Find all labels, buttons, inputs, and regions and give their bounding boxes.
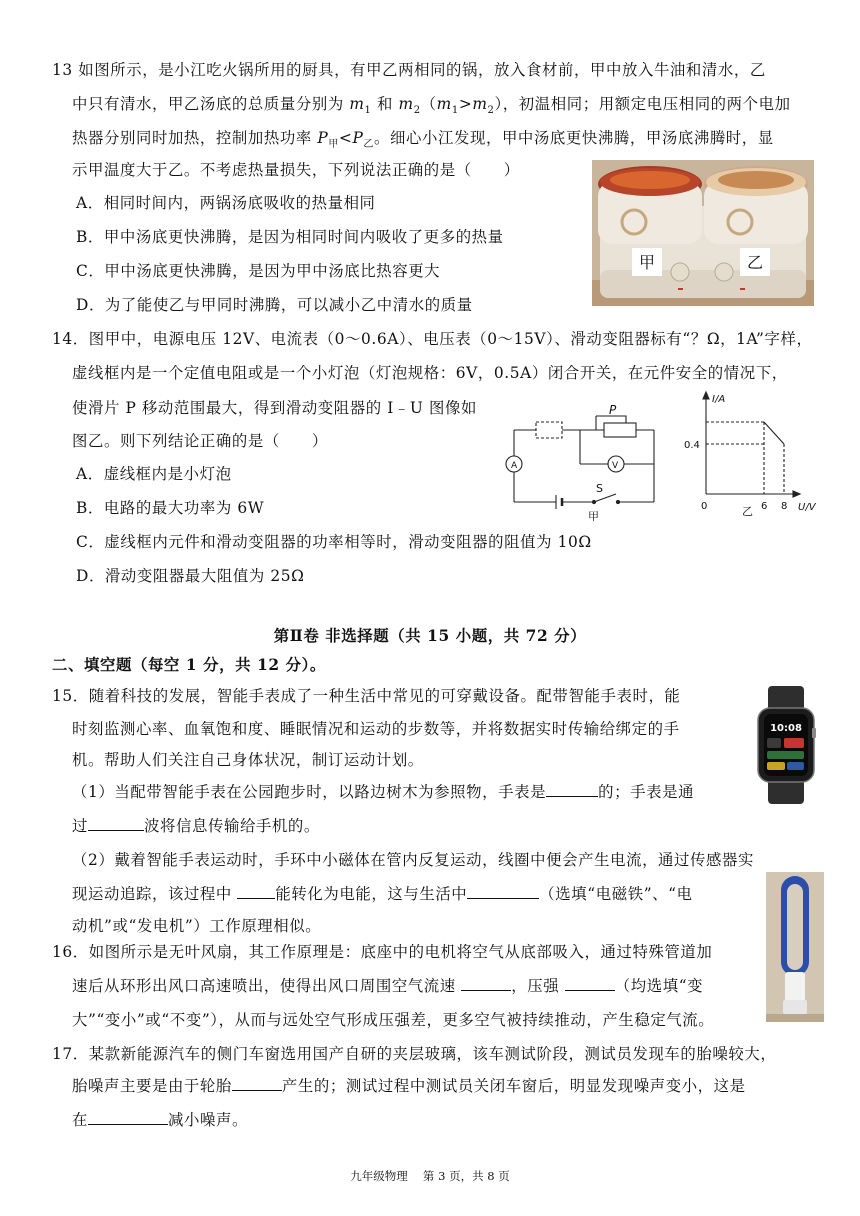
q15-blank-4[interactable] (467, 884, 539, 899)
bladeless-fan-photo (766, 872, 824, 1022)
smartwatch-photo (754, 686, 818, 804)
q16-blank-1[interactable] (461, 976, 511, 991)
graph-tick-6: 6 (761, 501, 768, 512)
q17-line3: 在 减小噪声。 (72, 1111, 248, 1129)
graph-xlabel: U/V (798, 502, 816, 513)
q13-line2: 中只有清水，甲乙汤底的总质量分别为 $m_1$ 和 $m_2(m_1>m_2)$，初温相同；用额定电压相同的两个电加 (72, 95, 791, 117)
q16-line1: 16．如图所示是无叶风扇，其工作原理是：底座中的电机将空气从底部吸入，通过特殊管道加 (52, 943, 713, 961)
q13-option-a: A．相同时间内，两锅汤底吸收的热量相同 (76, 194, 376, 212)
label-voltmeter: V (612, 461, 619, 471)
graph-tick-04: 0.4 (684, 440, 700, 451)
q14-option-d: D．滑动变阻器最大阻值为 25Ω (76, 567, 305, 585)
iu-graph (672, 388, 832, 520)
q13-option-d: D．为了能使乙与甲同时沸腾，可以减小乙中清水的质量 (76, 296, 473, 314)
label-ammeter: A (511, 461, 518, 471)
q14-line2: 虚线框内是一个定值电阻或是一个小灯泡（灯泡规格：6V，0.5A）闭合开关，在元件安全的情况下， (72, 364, 788, 382)
q15-line4: （1）当配带智能手表在公园跑步时，以路边树木为参照物，手表是 的；手表是通 (72, 783, 695, 801)
circuit-diagram (496, 402, 666, 524)
q15-blank-1[interactable] (546, 782, 598, 797)
label-jia: 甲 (638, 253, 656, 272)
graph-ylabel: I/A (712, 394, 726, 405)
q15-blank-2[interactable] (88, 816, 144, 831)
q15-line6: （2）戴着智能手表运动时，手环中小磁体在管内反复运动，线圈中便会产生电流，通过传感器实 (72, 851, 754, 869)
label-yi: 乙 (746, 253, 764, 272)
q17-blank-2[interactable] (88, 1110, 168, 1125)
q16-line3: 大”“变小”或“不变”），从而与远处空气形成压强差，更多空气被持续推动，产生稳定气流。 (72, 1011, 715, 1029)
q13-line4: 示甲温度大于乙。不考虑热量损失，下列说法正确的是（ ） (72, 161, 520, 179)
q13-line3: 热器分别同时加热，控制加热功率 $P_甲<P_乙$。细心小江发现，甲中汤底更快沸腾，甲汤底沸腾时，显 (72, 129, 774, 151)
watch-time: 10:08 (770, 723, 802, 734)
q14-option-a: A．虚线框内是小灯泡 (76, 465, 232, 483)
q17-line1: 17．某款新能源汽车的侧门车窗选用国产自研的夹层玻璃，该车测试阶段，测试员发现车的胎噪较大， (52, 1045, 777, 1063)
q15-line3: 机。帮助人们关注自己身体状况，制订运动计划。 (72, 751, 424, 769)
q14-line1: 14．图甲中，电源电压 12V、电流表（0～0.6A）、电压表（0～15V）、滑动变阻器标有“？Ω，1A”字样， (52, 330, 813, 348)
q14-option-b: B．电路的最大功率为 6W (76, 499, 265, 517)
q17-line2: 胎噪声主要是由于轮胎 产生的；测试过程中测试员关闭车窗后，明显发现噪声变小，这是 (72, 1077, 746, 1095)
q15-line7: 现运动追踪，该过程中 能转化为电能，这与生活中 （选填“电磁铁”、“电 (72, 885, 693, 903)
q14-option-c: C．虚线框内元件和滑动变阻器的功率相等时，滑动变阻器的阻值为 10Ω (76, 533, 592, 551)
q15-line8: 动机”或“发电机”）工作原理相似。 (72, 917, 322, 935)
label-p: P (609, 403, 617, 417)
q14-line4: 图乙。则下列结论正确的是（ ） (72, 432, 328, 450)
graph-origin: 0 (701, 501, 708, 512)
graph-caption: 乙 (742, 505, 753, 518)
q15-line1: 15．随着科技的发展，智能手表成了一种生活中常见的可穿戴设备。配带智能手表时，能 (52, 687, 681, 705)
q13-option-c: C．甲中汤底更快沸腾，是因为甲中汤底比热容更大 (76, 262, 441, 280)
q15-line2: 时刻监测心率、血氧饱和度、睡眠情况和运动的步数等，并将数据实时传输给绑定的手 (72, 720, 680, 738)
page-footer: 九年级物理 第 3 页，共 8 页 (350, 1169, 510, 1183)
q16-line2: 速后从环形出风口高速喷出，使得出风口周围空气流速 ，压强 （均选填“变 (72, 977, 704, 995)
graph-tick-8: 8 (781, 501, 788, 512)
q17-blank-1[interactable] (232, 1076, 282, 1091)
q16-blank-2[interactable] (565, 976, 615, 991)
q14-line3: 使滑片 P 移动范围最大，得到滑动变阻器的 I﹣U 图像如 (72, 399, 477, 417)
circuit-caption: 甲 (588, 510, 599, 523)
hotpot-photo (592, 160, 814, 306)
q13-line1: 13 如图所示，是小江吃火锅所用的厨具，有甲乙两相同的锅，放入食材前，甲中放入牛油和清水，乙 (52, 61, 766, 79)
q15-blank-3[interactable] (237, 884, 275, 899)
q15-line5: 过 波将信息传输给手机的。 (72, 817, 320, 835)
label-switch: S (596, 482, 603, 495)
q13-option-b: B．甲中汤底更快沸腾，是因为相同时间内吸收了更多的热量 (76, 228, 504, 246)
section-subtitle: 二、填空题（每空 1 分，共 12 分）。 (52, 656, 326, 674)
section-title: 第Ⅱ卷 非选择题（共 15 小题，共 72 分） (273, 627, 587, 645)
